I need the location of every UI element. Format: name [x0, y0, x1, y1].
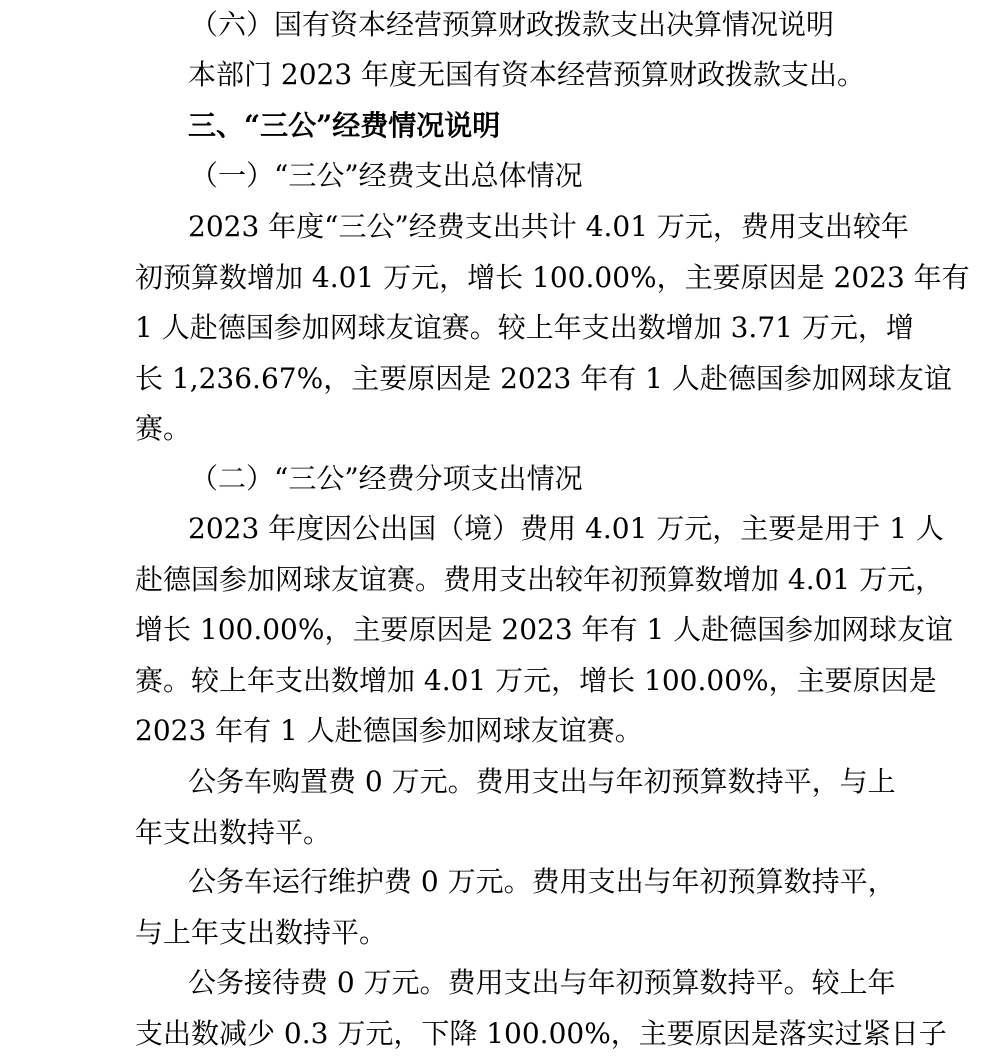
paragraph-line: 支出数减少 0.3 万元，下降 100.00%，主要原因是落实过紧日子	[135, 1016, 947, 1050]
heading-state-capital-budget	[0, 0, 1000, 51]
subheading-overall	[0, 151, 1000, 202]
paragraph-line: 2023 年有 1 人赴德国参加网球友谊赛。	[135, 714, 643, 747]
section-heading-three-public	[0, 101, 1000, 152]
paragraph-line: 公务车购置费 0 万元。费用支出与年初预算数持平，与上	[188, 765, 896, 798]
paragraph-line: 增长 100.00%，主要原因是 2023 年有 1 人赴德国参加网球友谊	[135, 613, 954, 646]
paragraph-line: 与上年支出数持平。	[135, 915, 388, 949]
paragraph-line: 2023 年度“三公”经费支出共计 4.01 万元，费用支出较年	[188, 210, 909, 243]
paragraph-vehicle-purchase	[0, 757, 1000, 858]
paragraph-overall	[0, 202, 1000, 455]
heading-text: （六）国有资本经营预算财政拨款支出决算情况说明	[190, 8, 835, 41]
paragraph-line: 公务接待费 0 万元。费用支出与年初预算数持平。较上年	[188, 966, 896, 999]
paragraph-overseas-travel	[0, 504, 1000, 757]
subheading-itemized	[0, 454, 1000, 505]
paragraph-line: 赛。	[135, 412, 192, 445]
paragraph-line: 1 人赴德国参加网球友谊赛。较上年支出数增加 3.71 万元，增	[135, 311, 914, 344]
paragraph-vehicle-maintenance	[0, 857, 1000, 958]
paragraph-line: 公务车运行维护费 0 万元。费用支出与年初预算数持平，	[188, 865, 896, 898]
paragraph-line: 年支出数持平。	[135, 815, 332, 849]
paragraph-line: 赛。较上年支出数增加 4.01 万元，增长 100.00%，主要原因是	[135, 663, 937, 697]
paragraph-line: 2023 年度因公出国（境）费用 4.01 万元，主要是用于 1 人	[188, 512, 944, 545]
paragraph-line: 长 1,236.67%，主要原因是 2023 年有 1 人赴德国参加网球友谊	[135, 361, 952, 395]
paragraph-no-state-capital-expenditure	[0, 50, 1000, 101]
paragraph-text: 本部门 2023 年度无国有资本经营预算财政拨款支出。	[188, 58, 866, 91]
subheading-text: （二）“三公”经费分项支出情况	[190, 462, 583, 495]
paragraph-official-reception	[0, 958, 1000, 1059]
section-heading-text: 三、“三公”经费情况说明	[188, 109, 501, 142]
subheading-text: （一）“三公”经费支出总体情况	[190, 159, 583, 192]
paragraph-line: 赴德国参加网球友谊赛。费用支出较年初预算数增加 4.01 万元，	[135, 562, 944, 596]
paragraph-line: 初预算数增加 4.01 万元，增长 100.00%，主要原因是 2023 年有	[135, 260, 970, 294]
